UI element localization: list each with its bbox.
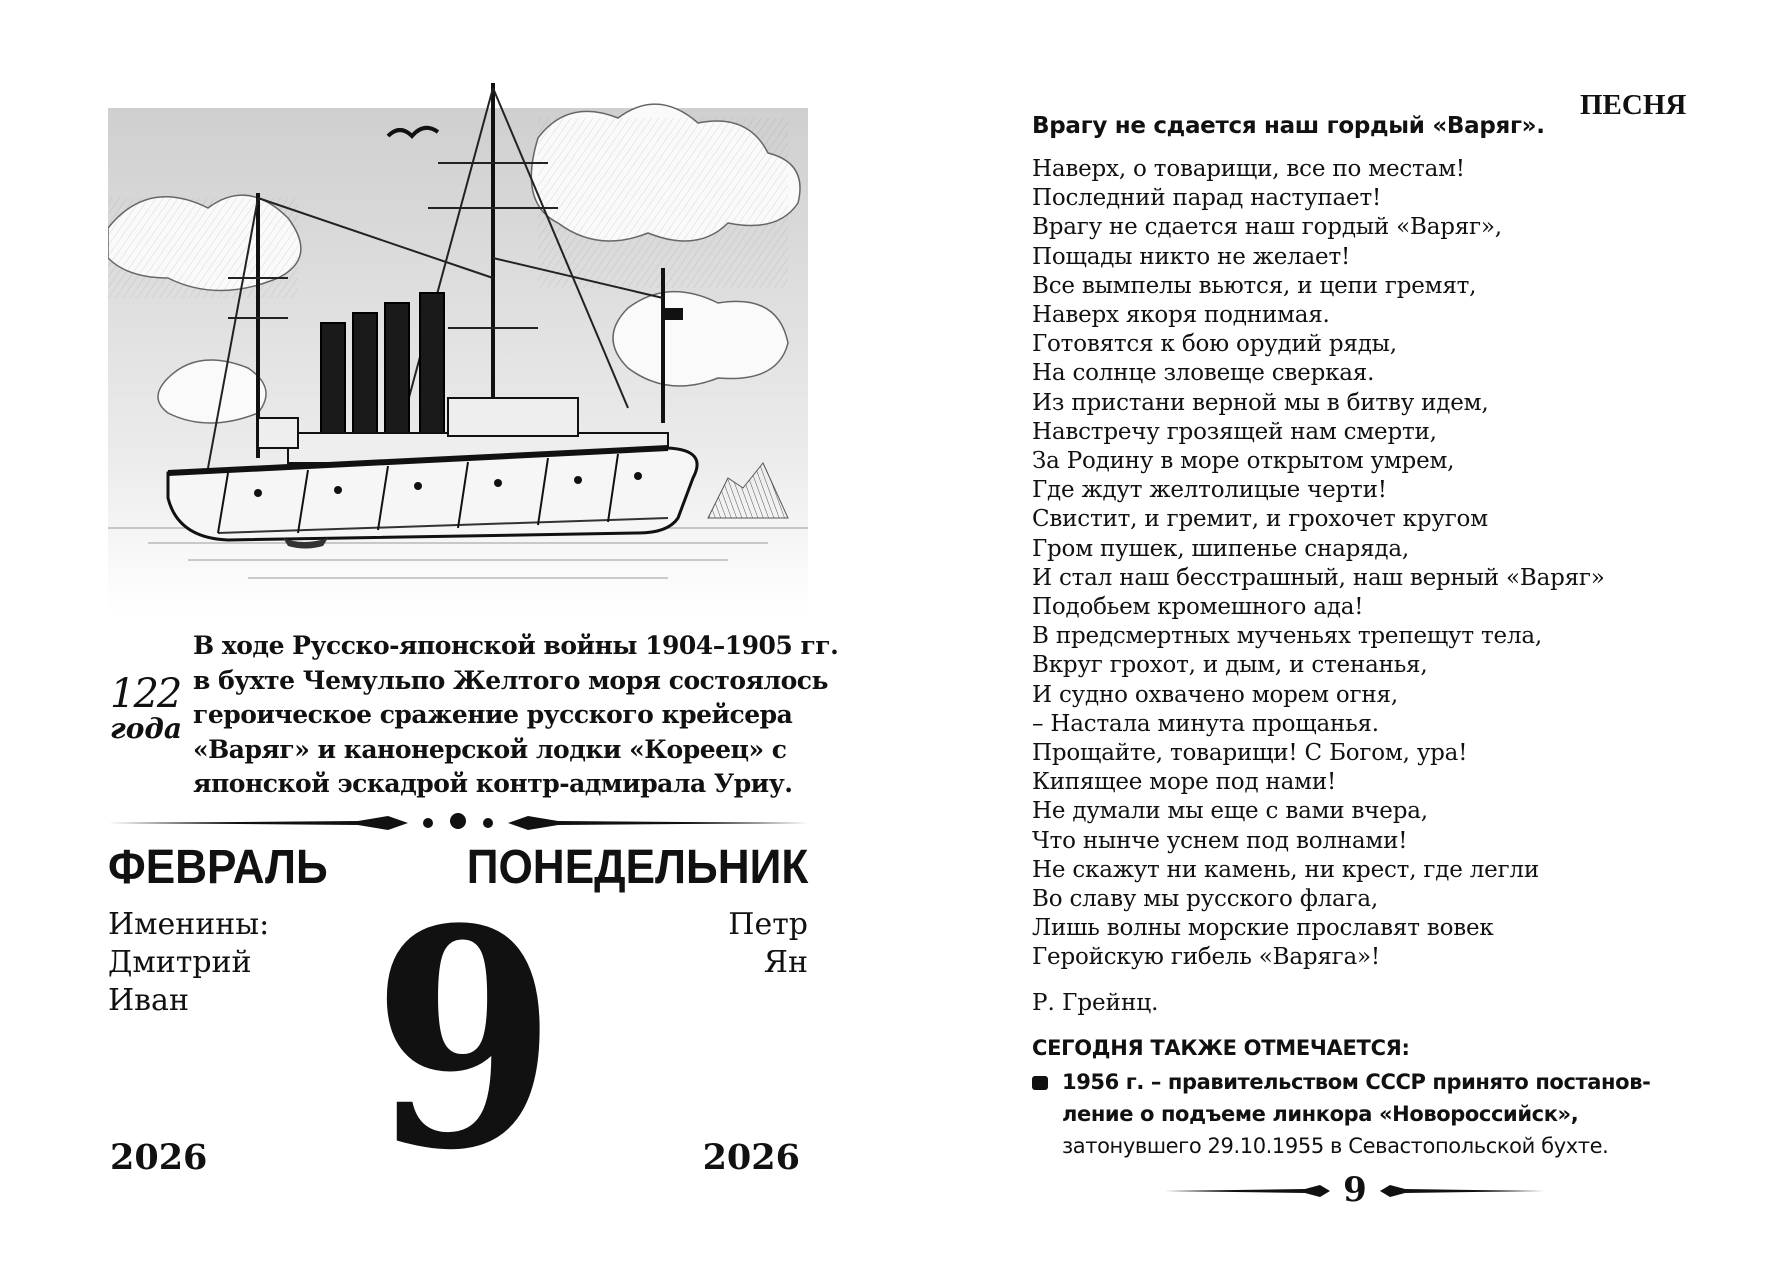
lyric-line: Что нынче уснем под волнами! bbox=[1032, 827, 1408, 854]
name-day-item: Петр bbox=[728, 907, 808, 942]
lyric-line: Кипящее море под нами! bbox=[1032, 769, 1337, 796]
page-number: 9 bbox=[1343, 1170, 1367, 1210]
lyric-line: Все вымпелы вьются, и цепи гремят, bbox=[1032, 272, 1477, 299]
lyric-line: Гром пушек, шипенье снаряда, bbox=[1032, 535, 1410, 562]
name-days-label: Именины: bbox=[108, 907, 270, 942]
event-description bbox=[193, 629, 839, 802]
lyric-line: Геройскую гибель «Варяга»! bbox=[1032, 944, 1380, 971]
lyric-line: Врагу не сдается наш гордый «Варяг», bbox=[1032, 214, 1502, 241]
song-author: Р. Грейнц. bbox=[1032, 990, 1159, 1016]
lyric-line: Прощайте, товарищи! С Богом, ура! bbox=[1032, 740, 1468, 767]
name-days-right bbox=[728, 906, 808, 982]
lyric-line: Навстречу грозящей нам смерти, bbox=[1032, 418, 1437, 445]
anniversary-unit: года bbox=[109, 712, 183, 745]
lyric-line: Не думали мы еще с вами вчера, bbox=[1032, 798, 1428, 825]
song-title: Врагу не сдается наш гордый «Варяг». bbox=[1032, 113, 1545, 139]
event-line: В ходе Русско-японской войны 1904–1905 гг. bbox=[193, 631, 839, 660]
event-line: японской эскадрой контр-адмирала Уриу. bbox=[193, 769, 793, 798]
name-day-item: Ян bbox=[763, 945, 808, 980]
lyric-line: Наверх, о товарищи, все по местам! bbox=[1032, 156, 1465, 182]
year-right: 2026 bbox=[702, 1137, 800, 1178]
lyric-line: Вкруг грохот, и дым, и стенанья, bbox=[1032, 652, 1428, 679]
name-day-item: Дмитрий bbox=[108, 945, 252, 980]
event-line: в бухте Чемульпо Желтого моря состоялось bbox=[193, 665, 828, 695]
lyric-line: Наверх якоря поднимая. bbox=[1032, 302, 1330, 329]
lyric-line: Лишь волны морские прославят вовек bbox=[1032, 915, 1494, 942]
lyric-line: И стал наш бесстрашный, наш верный «Варяг» bbox=[1032, 564, 1605, 591]
bullet-icon bbox=[1032, 1076, 1048, 1090]
lyric-line: На солнце зловеще сверкая. bbox=[1032, 360, 1375, 387]
event-line: героическое сражение русского крейсера bbox=[193, 700, 793, 729]
lyric-line: И судно охвачено морем огня, bbox=[1032, 681, 1398, 708]
also-celebrated-heading: СЕГОДНЯ ТАКЖЕ ОТМЕЧАЕТСЯ: bbox=[1032, 1036, 1410, 1060]
weekday-name: ПОНЕДЕЛЬНИК bbox=[466, 841, 808, 894]
lyric-line: Пощады никто не желает! bbox=[1032, 243, 1351, 270]
cruiser-engraving-icon bbox=[108, 78, 808, 613]
lyric-line: Последний парад наступает! bbox=[1032, 185, 1382, 212]
song-lyrics bbox=[1032, 155, 1672, 973]
also-item-line: ление о подъеме линкора «Новороссийск», bbox=[1062, 1102, 1579, 1126]
ornamental-divider bbox=[108, 808, 808, 838]
also-item-line: затонувшего 29.10.1955 в Севастопольской бухте. bbox=[1062, 1134, 1609, 1158]
lyric-line: В предсмертных мученьях трепещут тела, bbox=[1032, 623, 1542, 650]
lyric-line: Где ждут желтолицые черти! bbox=[1032, 477, 1387, 504]
also-celebrated-item bbox=[1062, 1066, 1702, 1162]
section-label: ПЕСНЯ bbox=[1580, 89, 1687, 121]
name-day-item: Иван bbox=[108, 983, 189, 1018]
lyric-line: Из пристани верной мы в битву идем, bbox=[1032, 389, 1489, 416]
lyric-line: – Настала минута прощанья. bbox=[1032, 710, 1379, 737]
lyric-line: За Родину в море открытом умрем, bbox=[1032, 448, 1455, 475]
lyric-line: Свистит, и гремит, и грохочет кругом bbox=[1032, 506, 1488, 533]
name-days-left bbox=[108, 906, 269, 1020]
month-name: ФЕВРАЛЬ bbox=[108, 841, 328, 894]
lyric-line: Подобьем кромешного ада! bbox=[1032, 594, 1364, 621]
lyric-line: Не скажут ни камень, ни крест, где легли bbox=[1032, 856, 1539, 883]
lyric-line: Готовятся к бою орудий ряды, bbox=[1032, 331, 1397, 358]
also-item-line: 1956 г. – правительством СССР принято постанов- bbox=[1062, 1070, 1651, 1094]
event-line: «Варяг» и канонерской лодки «Кореец» с bbox=[193, 734, 787, 764]
anniversary-number: 122 bbox=[110, 671, 181, 717]
day-number: 9 bbox=[372, 863, 548, 1216]
lyric-line: Во славу мы русского флага, bbox=[1032, 886, 1379, 913]
year-left: 2026 bbox=[110, 1137, 208, 1178]
